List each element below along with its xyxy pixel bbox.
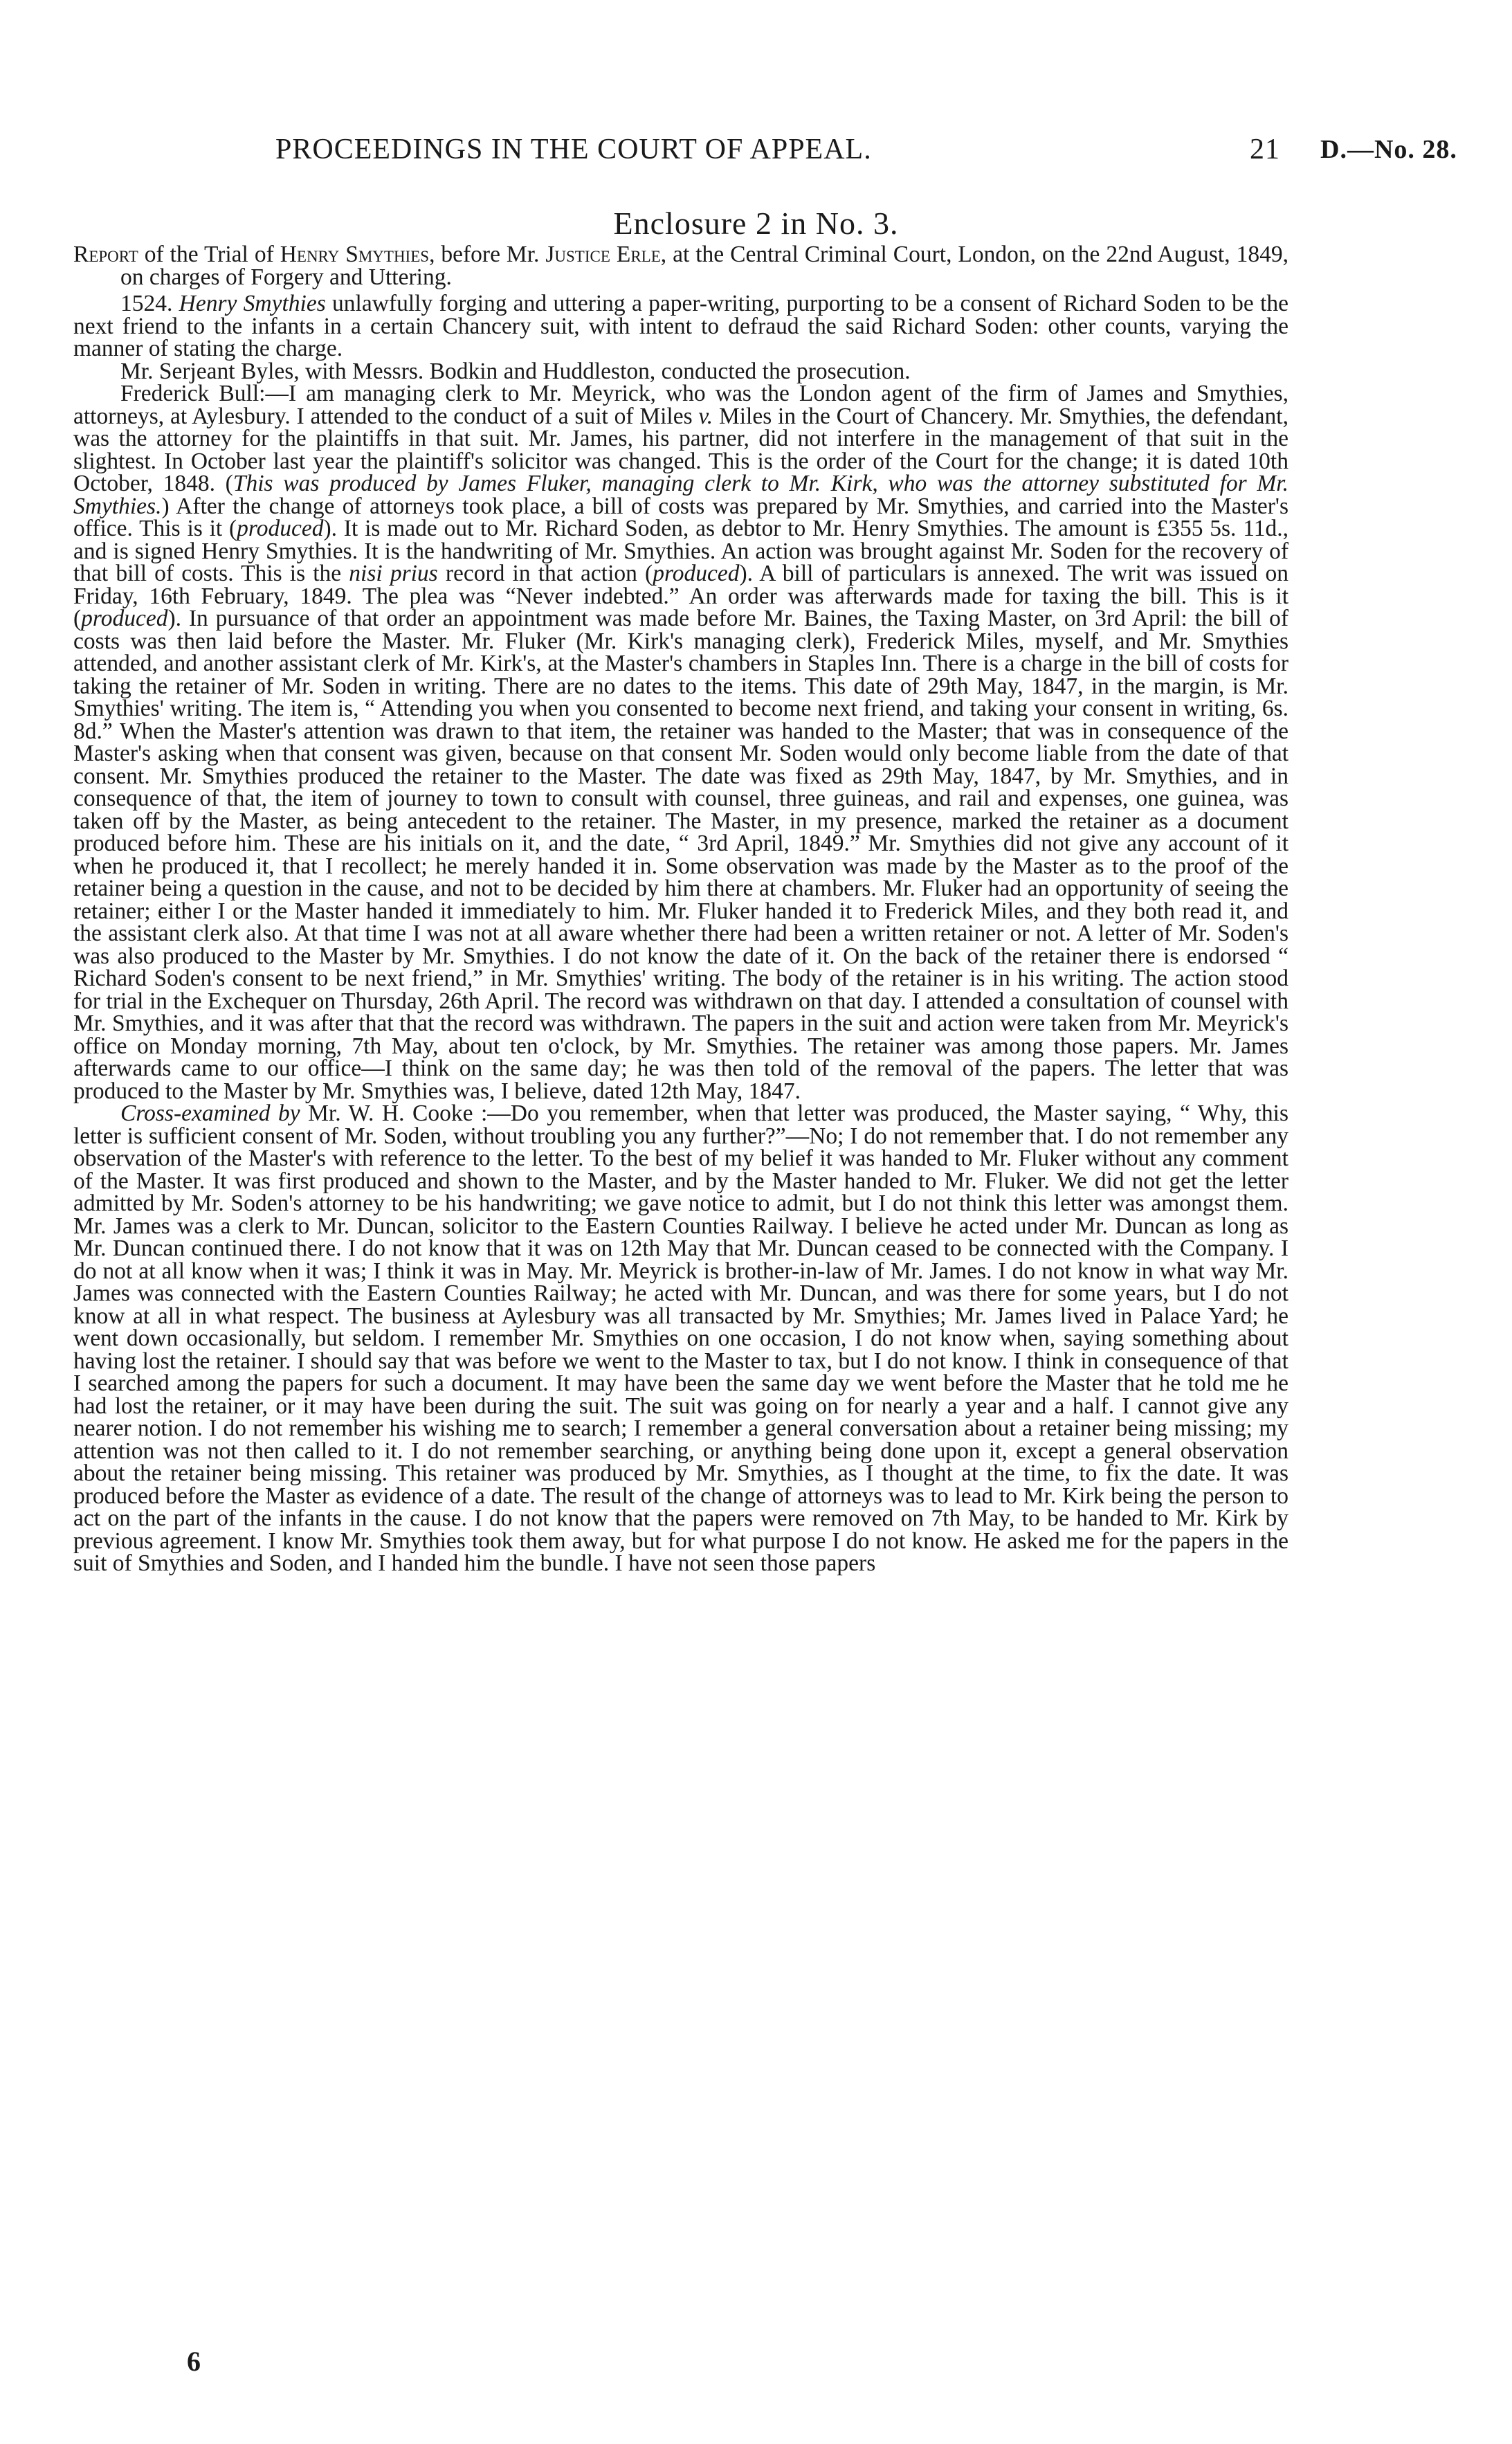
testimony-text: ). In pursuance of that order an appointment was made before Mr. Baines, the Taxing Master, on 3rd April: the bill of costs was then laid before the Master. Mr. Fluker (Mr. Kirk's managing clerk), Frederick Miles, myself, and Mr. Smythies attended, and another assistant clerk of Mr. Kirk's, at the Master's chambers in Staples Inn. There is a charge in the bill of costs for taking the retainer of Mr. Soden in writing. There are no dates to the items. This date of 29th May, 1847, in the margin, is Mr. Smythies' writing. The item is, “ Attending you when you consented to become next friend, and taking your consent in writing, 6s. 8d.” When the Master's attention was drawn to that item, the retainer was handed to the Master; that was in consequence of the Master's asking when that consent was given, because on that consent Mr. Soden would only become liable from the date of that consent. Mr. Smythies produced the retainer to the Master. The date was fixed as 29th May, 1847, by Mr. Smythies, and in consequence of that, the item of journey to town to consult with counsel, three guineas, and rail and expenses, one guinea, was taken off by the Master, as being antecedent to the retainer. The Master, in my presence, marked the retainer as a document produced before him. These are his initials on it, and the date, “ 3rd April, 1849.” Mr. Smythies did not give any account of it when he produced it, that I recollect; he merely handed it in. Some observation was made by the Master as to the proof of the retainer being a question in the cause, and not to be decided by him there at chambers. Mr. Fluker had an opportunity of seeing the retainer; either I or the Master handed it immediately to him. Mr. Fluker handed it to Frederick Miles, and they both read it, and the assistant clerk also. At that time I was not at all aware whether there had been a written retainer or not. A letter of Mr. Soden's was also produced to the Master by Mr. Smythies. I do not know the date of it. On the back of the retainer there is endorsed “ Richard Soden's consent to be next friend,” in Mr. Smythies' writing. The body of the retainer is in his writing. The action stood for trial in the Exchequer on Thursday, 26th April. The record was withdrawn on that day. I attended a consultation of counsel with Mr. Smythies, and it was after that that the record was withdrawn. The papers in the suit and action were taken from Mr. Meyrick's office on Monday morning, 7th May, about ten o'clock, by Mr. Smythies. The retainer was among those papers. Mr. James afterwards came to our office—I think on the same day; he was then told of the removal of the papers. The letter that was produced to the Master by Mr. Smythies was, I believe, dated 12th May, 1847. bbox=[73, 606, 1288, 1104]
report-text: of the Trial of bbox=[138, 242, 280, 267]
report-lead: Report bbox=[73, 242, 138, 267]
testimony-text: ) After the change of attorneys took place, a bill of costs was prepared by Mr. Smythies, and carried into the Master's office. This is it ( bbox=[73, 493, 1288, 541]
paragraph-counsel: Mr. Serjeant Byles, with Messrs. Bodkin and Huddleston, conducted the prosecution. bbox=[120, 358, 911, 384]
versus-italic: v. bbox=[698, 403, 713, 429]
case-number: 1524. bbox=[120, 291, 179, 316]
nisi-prius-italic: nisi prius bbox=[349, 561, 438, 586]
paragraph-charge bbox=[73, 293, 1288, 361]
report-heading bbox=[73, 244, 1288, 289]
testimony-text: ). A bill of particulars is annexed. The writ was issued on Friday, 16th February, 1849. The plea was “Never indebted.” An order was afterwards made for taxing the bill. This is it ( bbox=[73, 561, 1288, 631]
judge-name: Justice Erle bbox=[545, 242, 661, 267]
running-head bbox=[0, 133, 1512, 174]
testimony-note: This was produced by James Fluker, managing clerk to Mr. Kirk, who was the attorney substituted for Mr. Smythies. bbox=[73, 471, 1288, 519]
produced-note: produced bbox=[237, 516, 324, 541]
paragraph-testimony bbox=[73, 383, 1288, 1103]
cross-examined-label: Cross-examined by bbox=[120, 1101, 300, 1126]
body-text bbox=[73, 244, 1288, 1575]
enclosure-title: Enclosure 2 in No. 3. bbox=[613, 206, 899, 241]
produced-note: produced bbox=[81, 606, 168, 631]
running-title: PROCEEDINGS IN THE COURT OF APPEAL. bbox=[275, 134, 872, 165]
produced-note: produced bbox=[653, 561, 740, 586]
testimony-text: record in that action ( bbox=[437, 561, 653, 586]
document-reference: D.—No. 28. bbox=[1320, 135, 1457, 164]
paragraph-cross-examination bbox=[73, 1103, 1288, 1575]
report-text: , before Mr. bbox=[429, 242, 546, 267]
testimony-text: Frederick Bull:—I am managing clerk to Mr. Meyrick, who was the London agent of the firm of James and Smythies, attorneys, at Aylesbury. I attended to the conduct of a suit of Miles bbox=[73, 381, 1288, 429]
page-number: 21 bbox=[1250, 134, 1280, 165]
report-text: , at the Central Criminal Court, London, on the 22nd August, 1849, on charges of Forgery and Uttering. bbox=[120, 242, 1288, 290]
signature-mark: 6 bbox=[187, 2346, 201, 2377]
defendant-name: Henry Smythies bbox=[280, 242, 430, 267]
charge-text: unlawfully forging and uttering a paper-writing, purporting to be a consent of Richard Soden to be the next friend to the infants in a certain Chancery suit, with intent to defraud the said Richard Soden: other counts, varying the manner of stating the charge. bbox=[73, 291, 1288, 361]
cross-examination-text: Mr. W. H. Cooke :—Do you remember, when that letter was produced, the Master saying, “ Why, this letter is sufficient consent of Mr. Soden, without troubling you any further?”—No; I do not remember that. I do not remember any observation of the Master's with reference to the letter. To the best of my belief it was handed to Mr. Fluker without any comment of the Master. It was first produced and shown to the Master, and by the Master handed to Mr. Fluker. We did not get the letter admitted by Mr. Soden's attorney to be his handwriting; we gave notice to admit, but I do not think this letter was amongst them. Mr. James was a clerk to Mr. Duncan, solicitor to the Eastern Counties Railway. I believe he acted under Mr. Duncan as long as Mr. Duncan continued there. I do not know that it was on 12th May that Mr. Duncan ceased to be connected with the Company. I do not at all know when it was; I think it was in May. Mr. Meyrick is brother-in-law of Mr. James. I do not know in what way Mr. James was connected with the Eastern Counties Railway; he acted with Mr. Duncan, and was there for some years, but I do not know at all in what respect. The business at Aylesbury was all transacted by Mr. Smythies; Mr. James lived in Palace Yard; he went down occasionally, but seldom. I remember Mr. Smythies on one occasion, I do not know when, saying something about having lost the retainer. I should say that was before we went to the Master to tax, but I do not know. I think in consequence of that I searched among the papers for such a document. It may have been the same day we went before the Master that he told me he had lost the retainer, or it may have been during the suit. The suit was going on for nearly a year and a half. I cannot give any nearer notion. I do not remember his wishing me to search; I remember a general conversation about a retainer being missing; my attention was not then called to it. I do not remember searching, or anything being done upon it, except a general observation about the retainer being missing. This retainer was produced by Mr. Smythies, as I thought at the time, to fix the date. It was produced before the Master as evidence of a date. The result of the change of attorneys was to lead to Mr. Kirk being the person to act on the part of the infants in the cause. I do not know that the papers were removed on 7th May, to be handed to Mr. Kirk by previous agreement. I know Mr. Smythies took them away, but for what purpose I do not know. He asked me for the papers in the suit of Smythies and Soden, and I handed him the bundle. I have not seen those papers bbox=[73, 1101, 1288, 1576]
defendant-italic: Henry Smythies bbox=[179, 291, 326, 316]
testimony-text: Miles in the Court of Chancery. Mr. Smythies, the defendant, was the attorney for the plaintiffs in that suit. Mr. James, his partner, did not interfere in the management of that suit in the slightest. In October last year the plaintiff's solicitor was changed. This is the order of the Court for the change; it is dated 10th October, 1848. ( bbox=[73, 403, 1288, 496]
testimony-text: ). It is made out to Mr. Richard Soden, as debtor to Mr. Henry Smythies. The amount is £355 5s. 11d., and is signed Henry Smythies. It is the handwriting of Mr. Smythies. An action was brought against Mr. Soden for the recovery of that bill of costs. This is the bbox=[73, 516, 1288, 586]
